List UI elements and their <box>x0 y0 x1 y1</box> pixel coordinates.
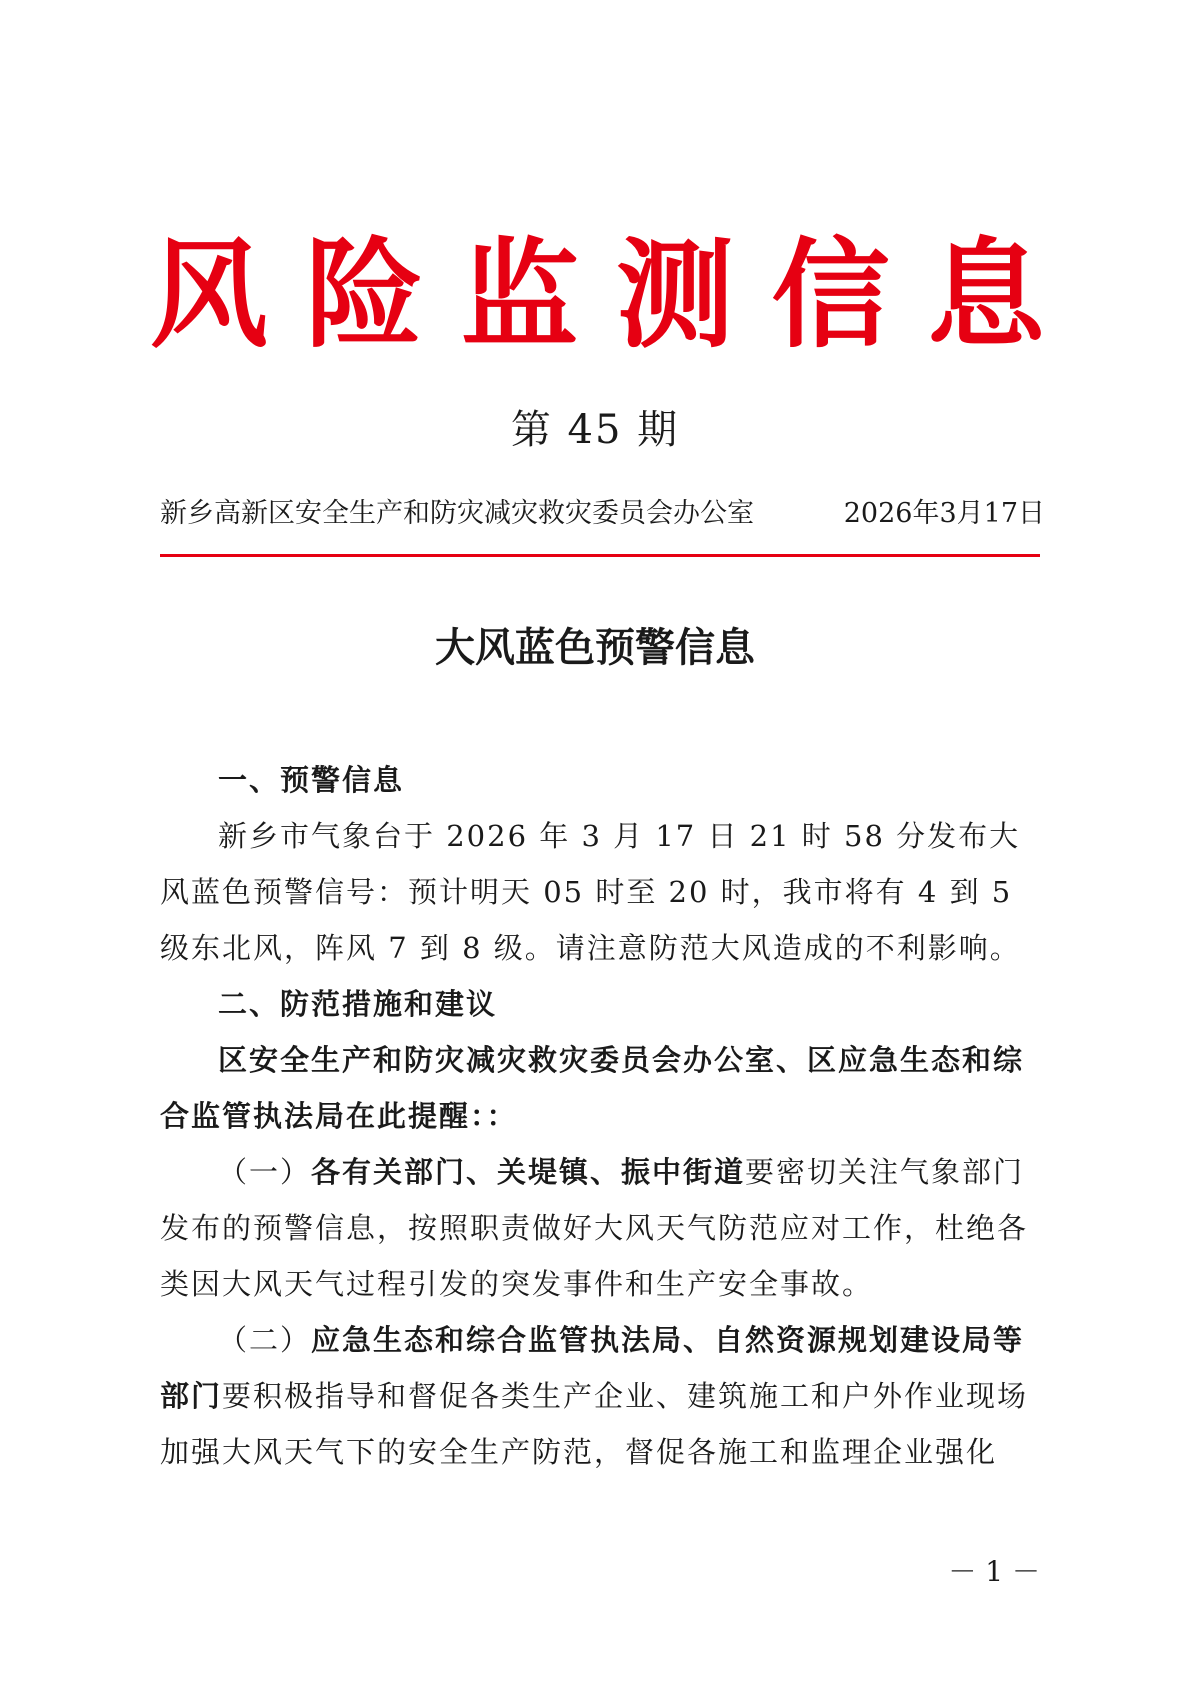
masthead-char: 监 <box>460 226 579 364</box>
byline <box>160 500 1045 527</box>
measure-item <box>160 1144 1040 1312</box>
document-body <box>160 752 1040 1480</box>
item-text: 要密切关注气象部门发布的预警信息，按照职责做好大风天气防范应对工作，杜绝各类因大风天气过程引发的突发事件和生产安全事故。 <box>160 1155 1029 1301</box>
issue-number: 第 45 期 <box>510 407 680 453</box>
section-heading: 一、预警信息 <box>218 763 405 797</box>
item-subject: 应急生态和综合监管执法局、自然资源规划建设局等部门 <box>160 1323 1025 1413</box>
masthead-char: 息 <box>926 226 1045 364</box>
section-heading: 二、防范措施和建议 <box>218 987 498 1021</box>
issuer: 新乡高新区安全生产和防灾减灾救灾委员会办公室 <box>160 498 754 529</box>
masthead-char: 风 <box>150 226 269 364</box>
item-text: 要积极指导和督促各类生产企业、建筑施工和户外作业现场加强大风天气下的安全生产防范，督促各施工和监理企业强化 <box>160 1379 1029 1469</box>
item-label: （一） <box>218 1155 312 1189</box>
red-divider <box>160 554 1040 557</box>
warning-paragraph: 新乡市气象台于 2026 年 3 月 17 日 21 时 58 分发布大风蓝色预警信号：预计明天 05 时至 20 时，我市将有 4 到 5 级东北风，阵风 7 到 8 级。请注意防范大风造成的不利影响。 <box>160 819 1021 965</box>
masthead-char: 险 <box>305 226 424 364</box>
masthead-char: 测 <box>616 226 735 364</box>
reminder-intro: 区安全生产和防灾减灾救灾委员会办公室、区应急生态和综合监管执法局在此提醒：： <box>160 1043 1025 1133</box>
issue-date: 2026年3月17日 <box>843 498 1045 529</box>
page-number: － 1 － <box>948 1555 1040 1588</box>
item-subject: 各有关部门、关堤镇、振中街道 <box>311 1155 746 1189</box>
item-label: （二） <box>218 1323 312 1357</box>
masthead-title <box>150 226 1045 364</box>
masthead-char: 信 <box>771 226 890 364</box>
measure-item <box>160 1312 1040 1480</box>
document-title: 大风蓝色预警信息 <box>435 624 755 671</box>
